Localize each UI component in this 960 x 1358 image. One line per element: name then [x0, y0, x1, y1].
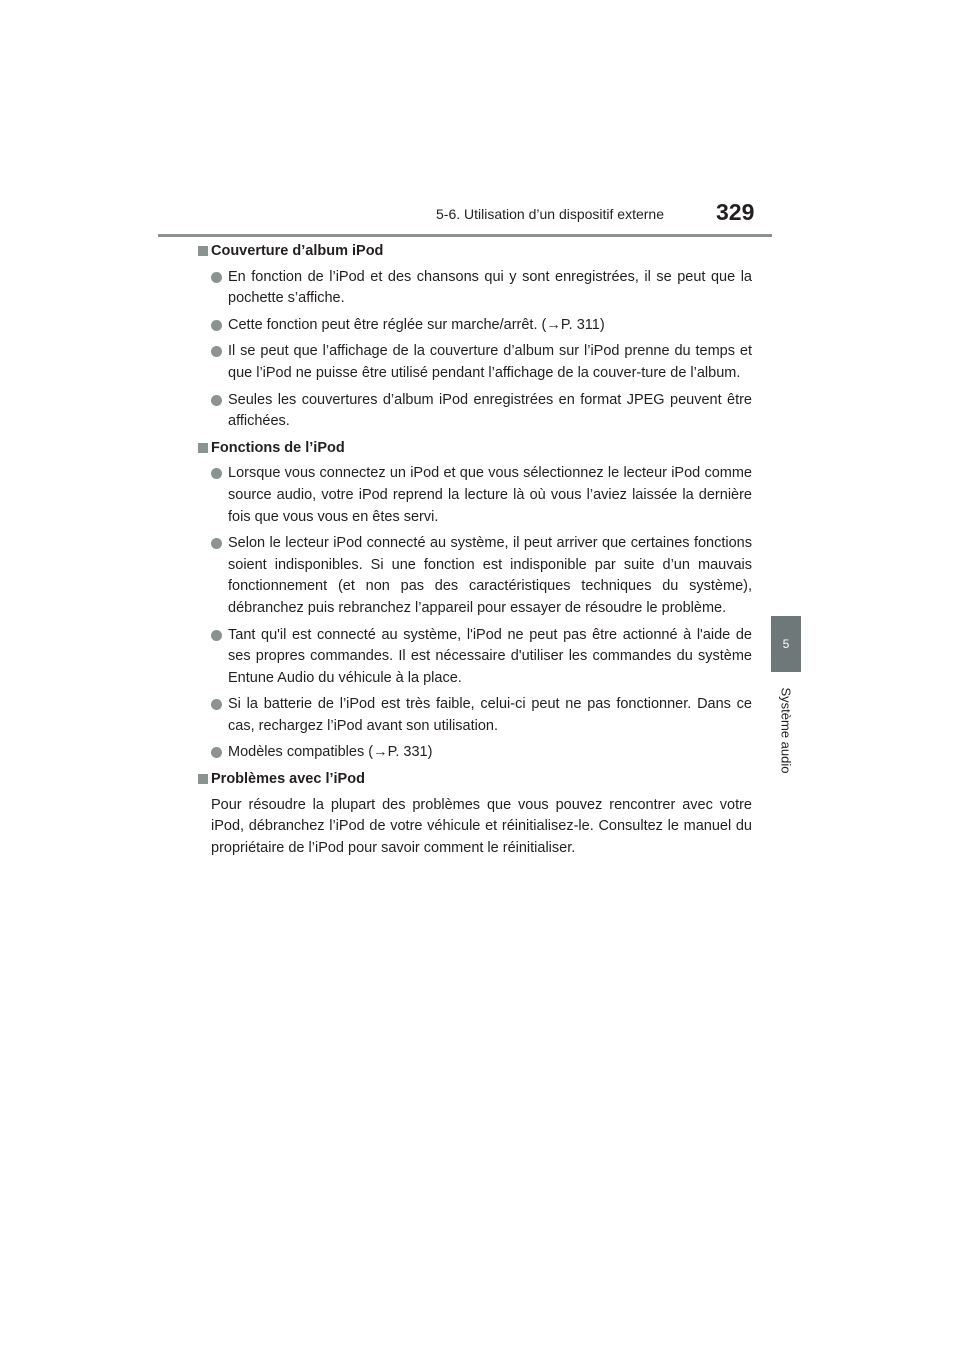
list-item	[211, 267, 752, 310]
page-number: 329	[716, 199, 755, 225]
list-item	[211, 625, 752, 690]
main-content	[211, 241, 752, 859]
section-heading-text: Problèmes avec l’iPod	[211, 771, 365, 788]
section-heading	[211, 769, 752, 791]
section-heading-text: Fonctions de l’iPod	[211, 439, 345, 456]
circle-bullet-icon	[211, 699, 222, 710]
list-item-text: En fonction de l’iPod et des chansons qui y sont enregistrées, il se peut que la pochette s’affiche.	[228, 268, 752, 307]
circle-bullet-icon	[211, 272, 222, 283]
header-divider	[158, 234, 772, 237]
chapter-title: Système audio	[778, 687, 794, 773]
list-item	[211, 463, 752, 528]
square-bullet-icon	[198, 246, 208, 256]
section-title: 5-6. Utilisation d’un dispositif externe	[436, 206, 665, 222]
section-heading	[211, 438, 752, 460]
circle-bullet-icon	[211, 630, 222, 641]
circle-bullet-icon	[211, 320, 222, 331]
list-item-text: Cette fonction peut être réglée sur marche/arrêt. (→P. 311)	[228, 316, 605, 333]
list-item-text: Tant qu'il est connecté au système, l'iPod ne peut pas être actionné à l'aide de ses propres commandes. Il est nécessaire d'utiliser les commandes du système Entune Audio du véhicule à la place.	[228, 626, 752, 686]
chapter-title-wrap	[771, 672, 801, 788]
list-item	[211, 694, 752, 737]
square-bullet-icon	[198, 774, 208, 784]
section-heading-text: Couverture d’album iPod	[211, 243, 384, 259]
paragraph: Pour résoudre la plupart des problèmes que vous pouvez rencontrer avec votre iPod, débranchez l’iPod de votre véhicule et réinitialisez-le. Consultez le manuel du propriétaire de l’iPod pour savoir comment le réinitialiser.	[211, 796, 752, 856]
list-item-text: Modèles compatibles (→P. 331)	[228, 744, 433, 761]
section-heading	[211, 241, 752, 263]
circle-bullet-icon	[211, 395, 222, 406]
circle-bullet-icon	[211, 747, 222, 758]
circle-bullet-icon	[211, 468, 222, 479]
list-item-text: Il se peut que l’affichage de la couverture d’album sur l’iPod prenne du temps et que l’iPod ne puisse être utilisé pendant l’affichage de la couver-ture de l’album.	[228, 343, 752, 381]
list-item	[211, 533, 752, 619]
chapter-number: 5	[771, 616, 801, 672]
list-item-text: Seules les couvertures d’album iPod enregistrées en format JPEG peuvent être affichées.	[228, 391, 752, 430]
list-item	[211, 341, 752, 384]
list-item-text: Lorsque vous connectez un iPod et que vous sélectionnez le lecteur iPod comme source audio, votre iPod reprend la lecture là où vous l’aviez laissée la dernière fois que vous vous en êtes servi.	[228, 465, 752, 525]
list-item	[211, 315, 752, 337]
circle-bullet-icon	[211, 346, 222, 357]
list-item	[211, 742, 752, 764]
circle-bullet-icon	[211, 538, 222, 549]
list-item-text: Si la batterie de l’iPod est très faible, celui-ci peut ne pas fonctionner. Dans ce cas, rechargez l’iPod avant son utilisation.	[228, 696, 752, 734]
list-item-text: Selon le lecteur iPod connecté au système, il peut arriver que certaines fonctions soient indisponibles. Si une fonction est indisponible par suite d’un mauvais fonctionnement (et non pas des caractéristiques techniques du système), débranchez puis rebranchez l’appareil pour essayer de résoudre le problème.	[228, 535, 752, 616]
list-item	[211, 390, 752, 433]
square-bullet-icon	[198, 443, 208, 453]
